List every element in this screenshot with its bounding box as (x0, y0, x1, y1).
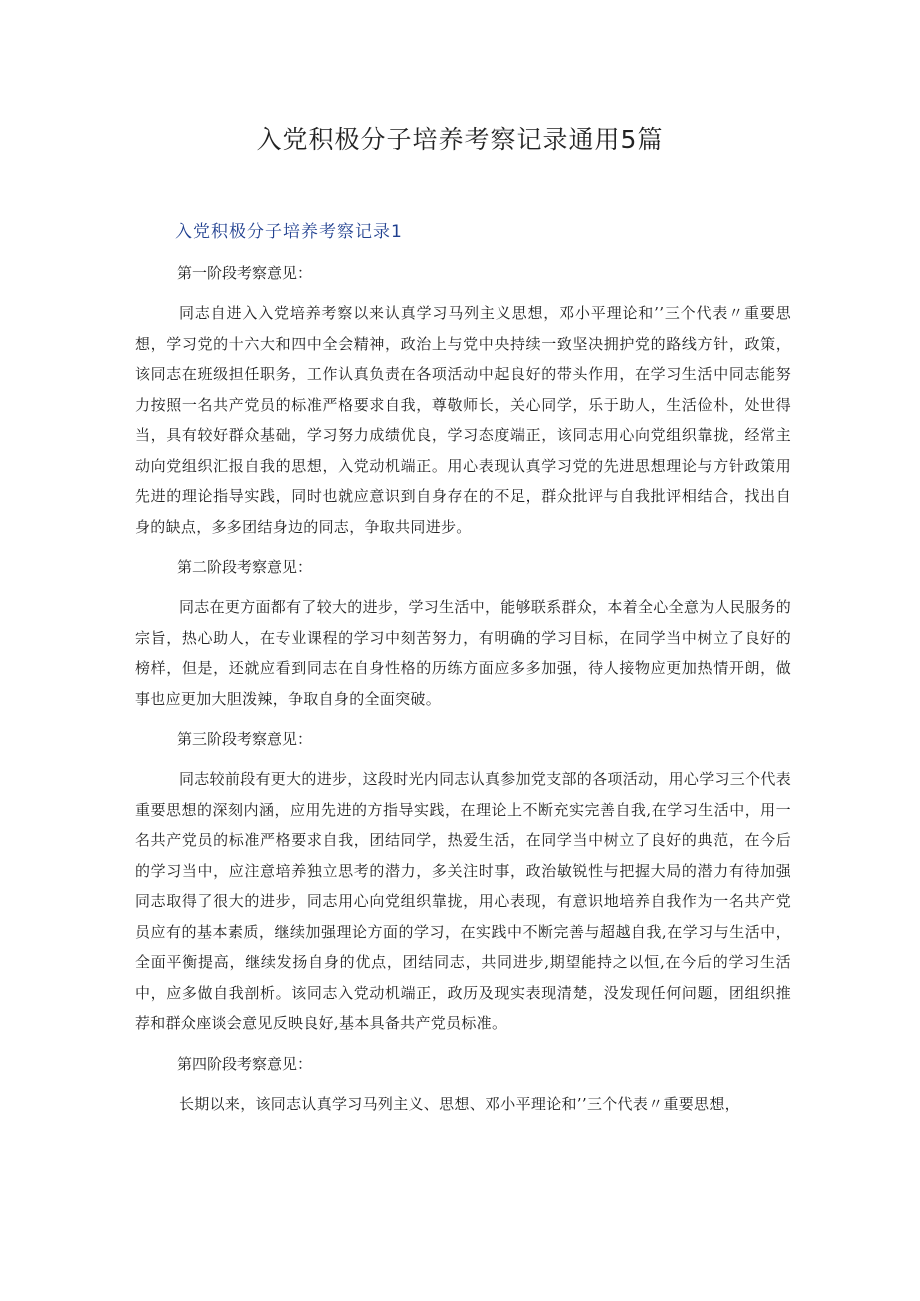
stage-2-heading: 第二阶段考察意见： (177, 558, 313, 576)
document-body (135, 216, 791, 1119)
stage-3-paragraph: 同志较前段有更大的进步，这段时光内同志认真参加党支部的各项活动，用心学习三个代表重要思想的深刻内涵，应用先进的方指导实践，在理论上不断充实完善自我,在学习生活中，用一名共产党员的标准严格要求自我，团结同学，热爱生活，在同学当中树立了良好的典范，在今后的学习当中，应注意培养独立思考的潜力，多关注时事，政治敏锐性与把握大局的潜力有待加强同志取得了很大的进步，同志用心向党组织靠拢，用心表现，有意识地培养自我作为一名共产党员应有的基本素质，继续加强理论方面的学习，在实践中不断完善与超越自我,在学习与生活中，全面平衡提高，继续发扬自身的优点，团结同志，共同进步,期望能持之以恒,在今后的学习生活中，应多做自我剖析。该同志入党动机端正，政历及现实表现清楚，没发现任何问题，团组织推荐和群众座谈会意见反映良好,基本具备共产党员标准。 (135, 770, 792, 1032)
section-title: 入党积极分子培养考察记录1 (175, 222, 403, 242)
stage-1-paragraph: 同志自进入入党培养考察以来认真学习马列主义思想，邓小平理论和’’三个代表〃重要思想，学习党的十六大和四中全会精神，政治上与党中央持续一致坚决拥护党的路线方针，政策，该同志在班级担任职务，工作认真负责在各项活动中起良好的带头作用，在学习生活中同志能努力按照一名共产党员的标准严格要求自我，尊敬师长，关心同学，乐于助人，生活俭朴，处世得当，具有较好群众基础，学习努力成绩优良，学习态度端正，该同志用心向党组织靠拢，经常主动向党组织汇报自我的思想，入党动机端正。用心表现认真学习党的先进思想理论与方针政策用先进的理论指导实践，同时也就应意识到自身存在的不足，群众批评与自我批评相结合，找出自身的缺点，多多团结身边的同志，争取共同进步。 (135, 304, 791, 536)
page-title: 入党积极分子培养考察记录通用5篇 (256, 125, 664, 154)
stage-4-paragraph: 长期以来，该同志认真学习马列主义、思想、邓小平理论和’’三个代表〃重要思想， (179, 1094, 740, 1113)
stage-4-heading: 第四阶段考察意见： (177, 1054, 313, 1073)
stage-1-heading: 第一阶段考察意见： (177, 264, 313, 282)
stage-3-heading: 第三阶段考察意见： (177, 730, 313, 748)
stage-2-paragraph: 同志在更方面都有了较大的进步，学习生活中，能够联系群众，本着全心全意为人民服务的宗旨，热心助人，在专业课程的学习中刻苦努力，有明确的学习目标，在同学当中树立了良好的榜样，但是，还就应看到同志在自身性格的历练方面应多多加强，待人接物应更加热情开朗，做事也应更加大胆泼辣，争取自身的全面突破。 (135, 598, 792, 708)
